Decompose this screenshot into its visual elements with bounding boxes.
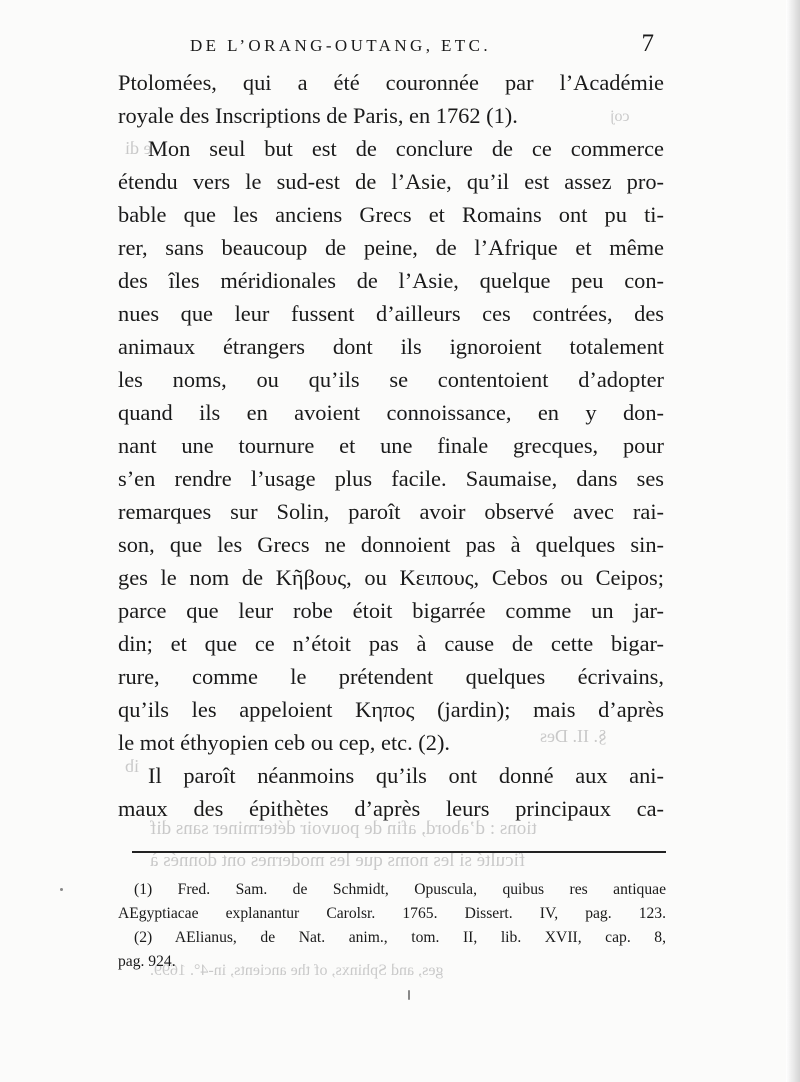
text-line: étendu vers le sud-est de l’Asie, qu’il est assez pro- xyxy=(118,169,664,194)
text-line: rure, comme le prétendent quelques écrivains, xyxy=(118,664,664,689)
text-line: nues que leur fussent d’ailleurs ces contrées, des xyxy=(118,301,664,326)
text-line: les noms, ou qu’ils se contentoient d’adopter xyxy=(118,367,664,392)
footnote-line: AEgyptiacae explanantur Carolsr. 1765. Dissert. IV, pag. 123. xyxy=(118,905,666,922)
text-line: son, que les Grecs ne donnoient pas à quelques sin- xyxy=(118,532,664,557)
running-title: DE L’ORANG-OUTANG, ETC. xyxy=(190,36,491,55)
page-edge-shadow xyxy=(786,0,800,1082)
show-through-text: ficulté si les noms que les modernes ont donnés à xyxy=(150,850,526,871)
paper-speck xyxy=(60,888,63,891)
footnotes xyxy=(118,878,666,974)
show-through-text: e di xyxy=(125,138,152,158)
text-line: bable que les anciens Grecs et Romains ont pu ti- xyxy=(118,202,664,227)
text-line: maux des épithètes d’après leurs principaux ca- xyxy=(118,796,664,821)
page-number: 7 xyxy=(641,30,654,57)
running-header xyxy=(190,30,662,60)
paragraph-first-line: Il paroît néanmoins qu’ils ont donné aux ani- xyxy=(148,763,664,788)
text-line: animaux étrangers dont ils ignoroient totalement xyxy=(118,334,664,359)
text-line: rer, sans beaucoup de peine, de l’Afrique et même xyxy=(118,235,664,260)
paper-speck xyxy=(408,990,410,1000)
footnote-line: pag. 924. xyxy=(118,953,176,970)
text-line: din; et que ce n’étoit pas à cause de cette bigar- xyxy=(118,631,664,656)
show-through-text: coj xyxy=(610,108,630,125)
text-line: s’en rendre l’usage plus facile. Saumaise, dans ses xyxy=(118,466,664,491)
show-through-text: §. II. Des xyxy=(540,726,607,746)
show-through-text: tions : d’abord, afin de pouvoir déterminer sans dif xyxy=(150,818,537,839)
show-through-text: ges, and Sphinxs, of the ancients, in-4°. 1699. xyxy=(150,962,444,979)
footnote-line: (2) AElianus, de Nat. anim., tom. II, lib. XVII, cap. 8, xyxy=(134,929,666,946)
text-line: quand ils en avoient connoissance, en y don- xyxy=(118,400,664,425)
footnote-line: (1) Fred. Sam. de Schmidt, Opuscula, quibus res antiquae xyxy=(134,881,666,898)
body-text xyxy=(118,66,664,825)
text-line: parce que leur robe étoit bigarrée comme un jar- xyxy=(118,598,664,623)
text-line: des îles méridionales de l’Asie, quelque peu con- xyxy=(118,268,664,293)
text-line: qu’ils les appeloient Κηπος (jardin); mais d’après xyxy=(118,697,664,722)
text-line: nant une tournure et une finale grecques, pour xyxy=(118,433,664,458)
text-line: Ptolomées, qui a été couronnée par l’Académie xyxy=(118,70,664,95)
paragraph-first-line: Mon seul but est de conclure de ce commerce xyxy=(148,136,664,161)
text-line: le mot éthyopien ceb ou cep, etc. (2). xyxy=(118,730,451,755)
text-line: royale des Inscriptions de Paris, en 1762 (1). xyxy=(118,103,518,128)
footnote-rule xyxy=(132,851,666,853)
text-line: remarques sur Solin, paroît avoir observé avec rai- xyxy=(118,499,664,524)
text-line: ges le nom de Κῆβους, ou Κειπους, Cebos ou Ceipos; xyxy=(118,565,664,590)
show-through-text: ib xyxy=(125,756,140,776)
